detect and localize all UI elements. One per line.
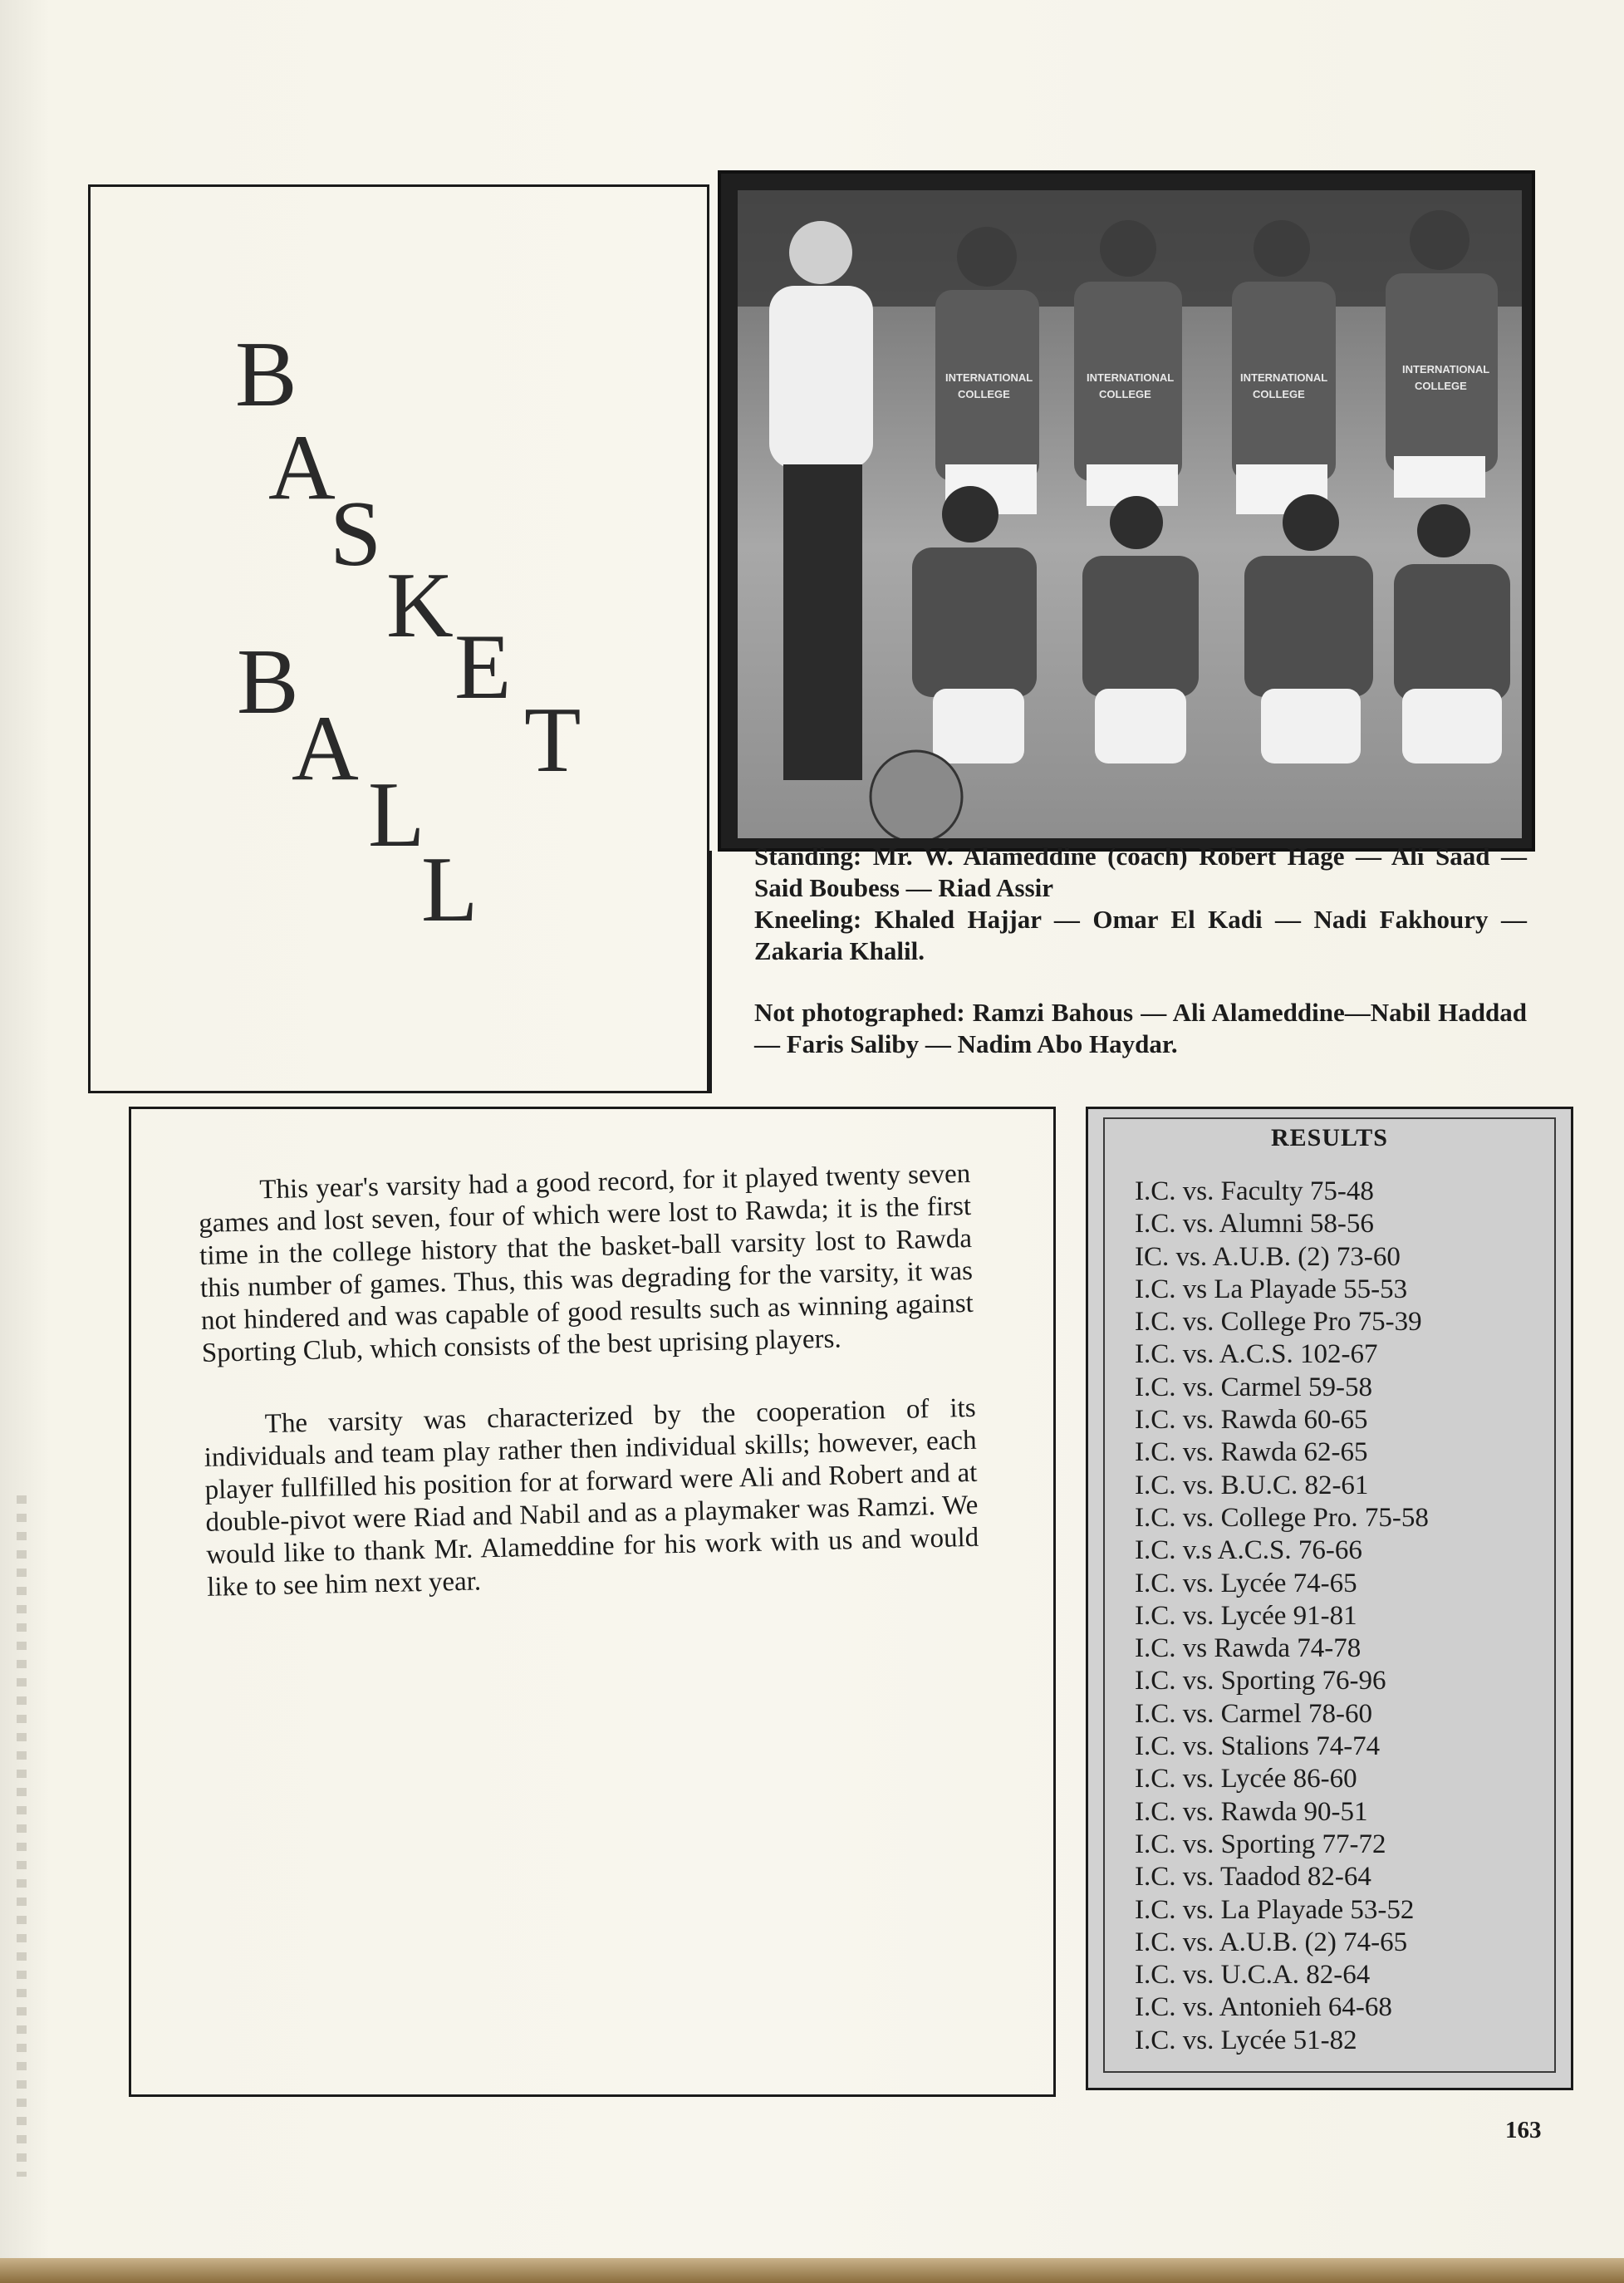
results-panel (1103, 1117, 1556, 2073)
result-item: I.C. vs. Lycée 86-60 (1135, 1764, 1357, 1794)
results-title: RESULTS (1271, 1124, 1388, 1151)
result-item: I.C. vs. Antonieh 64-68 (1135, 1992, 1392, 2023)
jersey-text: INTERNATIONAL (1240, 371, 1328, 384)
title-letter-k: K (386, 554, 454, 657)
result-item: I.C. vs. Rawda 90-51 (1135, 1796, 1368, 1827)
result-item: I.C. vs. Rawda 62-65 (1135, 1437, 1368, 1468)
result-item: I.C. vs. B.U.C. 82-61 (1135, 1470, 1369, 1500)
results-list (1135, 1176, 1550, 2057)
page-number: 163 (1505, 2117, 1542, 2143)
result-item: I.C. vs. Carmel 59-58 (1135, 1372, 1372, 1402)
caption-kneeling: Kneeling: Khaled Hajjar — Omar El Kadi — Nadi Fakhoury — Zakaria Khalil. (754, 905, 1527, 965)
binding-stitch (17, 1495, 27, 2177)
result-item: I.C. vs. College Pro. 75-58 (1135, 1502, 1429, 1533)
result-item: I.C. vs. A.C.S. 102-67 (1135, 1339, 1378, 1370)
title-letter-l2: L (421, 838, 478, 941)
result-item: I.C. vs. Rawda 60-65 (1135, 1405, 1368, 1436)
caption-frame-line (709, 851, 712, 1093)
jersey-text: COLLEGE (1415, 380, 1467, 392)
result-item: I.C. v.s A.C.S. 76-66 (1135, 1535, 1362, 1566)
article-box (129, 1107, 1056, 2097)
title-letter-a: A (268, 416, 336, 519)
title-box (88, 184, 709, 1093)
result-item: I.C. vs. A.U.B. (2) 74-65 (1135, 1927, 1408, 1957)
jersey-text: COLLEGE (1099, 388, 1151, 400)
article-paragraph: The varsity was characterized by the cooperation of its individuals and team play rather then individual skills; however, each player fullfilled his position for at forward were Ali and Robert and at double-pivot were Riad and Nabil and as a playmaker was Ramzi. We would like to thank Mr. Alameddine for his work with us and would like to see him next year. (204, 1392, 979, 1603)
article-text (198, 1158, 981, 1644)
jersey-text: INTERNATIONAL (1402, 363, 1490, 376)
result-item: I.C. vs. Faculty 75-48 (1135, 1176, 1374, 1206)
team-photo (718, 170, 1535, 852)
result-item: IC. vs. A.U.B. (2) 73-60 (1135, 1241, 1401, 1272)
article-paragraph: This year's varsity had a good record, for it played twenty seven games and lost seven, four of which were lost to Rawda; it is the first time in the college history that the basket-ball varsity lost to Rawda this number of games. Thus, this was degrading for the varsity, it was not hindered and was capable of good results such as winning against Sporting Club, which consists of the best uprising players. (198, 1158, 974, 1368)
photo-caption (754, 841, 1527, 1060)
result-item: I.C. vs. Lycée 91-81 (1135, 1600, 1357, 1631)
result-item: I.C. vs. Taadod 82-64 (1135, 1862, 1371, 1893)
caption-standing: Standing: Mr. W. Alameddine (coach) Robert Hage — Ali Saad — Said Boubess — Riad Assir (754, 842, 1527, 902)
title-letter-a2: A (292, 697, 359, 800)
result-item: I.C. vs. La Playade 53-52 (1135, 1894, 1415, 1925)
team-photo-image (738, 190, 1522, 838)
results-box (1086, 1107, 1573, 2090)
result-item: I.C. vs. Stalions 74-74 (1135, 1731, 1381, 1762)
page-bottom-edge (0, 2258, 1624, 2283)
title-letter-e: E (454, 616, 512, 719)
result-item: I.C. vs. U.C.A. 82-64 (1135, 1960, 1371, 1991)
title-letter-t: T (524, 689, 581, 792)
title-letter-b2: B (237, 631, 299, 734)
jersey-text: INTERNATIONAL (945, 371, 1033, 384)
team-photo-drawing (738, 190, 1522, 838)
title-letter-l: L (368, 763, 425, 867)
basketball-icon (871, 751, 962, 838)
caption-not-photographed: Not photographed: Ramzi Bahous — Ali Alameddine—Nabil Haddad — Faris Saliby — Nadim Abo Haydar. (754, 998, 1527, 1058)
result-item: I.C. vs. Lycée 51-82 (1135, 2025, 1357, 2055)
result-item: I.C. vs. Sporting 76-96 (1135, 1666, 1386, 1696)
result-item: I.C. vs. Carmel 78-60 (1135, 1698, 1372, 1729)
result-item: I.C. vs. Lycée 74-65 (1135, 1568, 1357, 1598)
result-item: I.C. vs. College Pro 75-39 (1135, 1307, 1422, 1338)
result-item: I.C. vs La Playade 55-53 (1135, 1274, 1408, 1304)
coach-figure (769, 221, 873, 780)
result-item: I.C. vs. Sporting 77-72 (1135, 1829, 1386, 1859)
title-letter-s: S (330, 483, 382, 586)
result-item: I.C. vs Rawda 74-78 (1135, 1633, 1362, 1664)
jersey-text: COLLEGE (958, 388, 1010, 400)
jersey-text: INTERNATIONAL (1087, 371, 1175, 384)
result-item: I.C. vs. Alumni 58-56 (1135, 1209, 1374, 1240)
jersey-text: COLLEGE (1253, 388, 1305, 400)
title-letter-b: B (235, 323, 297, 426)
